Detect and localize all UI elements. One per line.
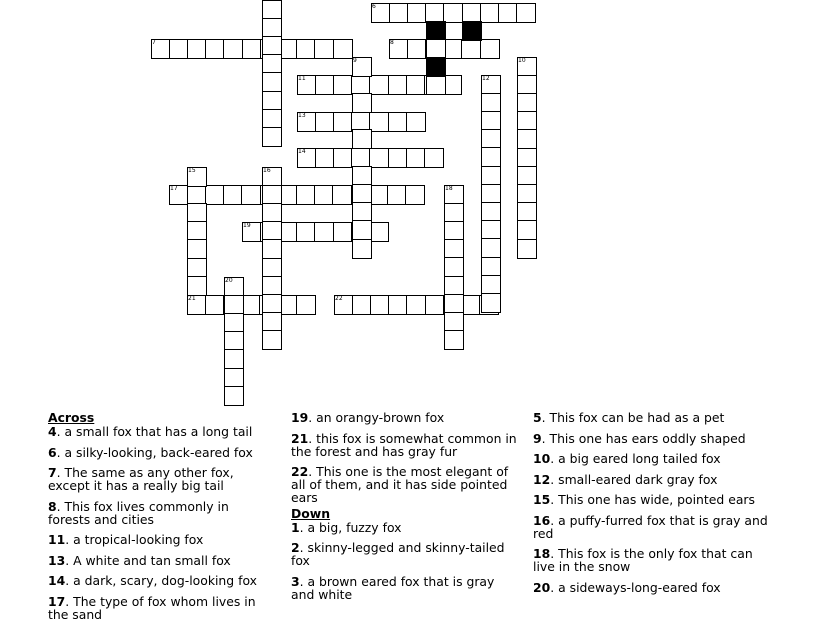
clue-number-label: 1	[291, 519, 300, 535]
grid-square[interactable]	[388, 112, 408, 132]
clues-column-1	[48, 411, 273, 628]
grid-square[interactable]	[517, 75, 537, 95]
grid-square[interactable]	[315, 112, 335, 132]
grid-square[interactable]	[498, 3, 518, 23]
grid-square[interactable]	[406, 295, 426, 315]
clue-number-label: 2	[291, 540, 300, 555]
grid-square[interactable]	[187, 276, 207, 296]
clue-item	[48, 500, 273, 526]
clue-number: 6	[372, 3, 376, 10]
grid-square[interactable]	[461, 295, 481, 315]
grid-square[interactable]	[407, 3, 427, 23]
clue-text: . a silky-looking, back-eared fox	[56, 444, 253, 460]
grid-square[interactable]	[187, 39, 207, 59]
grid-square[interactable]	[481, 293, 501, 313]
clue-number-label: 14	[48, 573, 66, 588]
grid-square[interactable]	[369, 222, 389, 242]
grid-square[interactable]	[224, 331, 244, 351]
grid-square[interactable]	[517, 202, 537, 222]
grid-square[interactable]	[296, 222, 316, 242]
grid-square[interactable]	[517, 184, 537, 204]
clue-item	[533, 493, 768, 506]
grid-square[interactable]	[224, 386, 244, 406]
clue-item	[48, 425, 273, 438]
clue-text: . This one has wide, pointed ears	[550, 492, 755, 507]
clue-item	[291, 541, 521, 567]
grid-square[interactable]	[406, 112, 426, 132]
grid-square[interactable]	[517, 111, 537, 131]
grid-square[interactable]	[314, 222, 334, 242]
clues-column-2	[291, 411, 521, 608]
grid-square[interactable]	[517, 239, 537, 259]
clue-number: 16	[263, 167, 271, 174]
clue-text: . This fox can be had as a pet	[541, 410, 725, 425]
clue-item	[48, 554, 273, 567]
grid-square[interactable]	[481, 202, 501, 222]
clue-number-label: 13	[48, 552, 66, 568]
grid-square[interactable]	[205, 295, 225, 315]
grid-square[interactable]	[517, 166, 537, 186]
grid-square[interactable]	[224, 349, 244, 369]
grid-square[interactable]	[187, 221, 207, 241]
grid-square[interactable]	[262, 72, 282, 92]
grid-square[interactable]	[425, 3, 445, 23]
grid-square[interactable]	[352, 220, 372, 240]
grid-square[interactable]	[187, 258, 207, 278]
grid-square[interactable]	[481, 238, 501, 258]
clue-item	[533, 411, 768, 424]
grid-square[interactable]	[262, 239, 282, 259]
grid-square[interactable]	[333, 39, 353, 59]
clue-item	[48, 446, 273, 459]
grid-square[interactable]	[481, 275, 501, 295]
grid-square[interactable]	[262, 185, 282, 205]
grid-square[interactable]	[262, 54, 282, 74]
clue-item	[291, 432, 521, 458]
clue-text: . this fox is somewhat common in the forest and has gray fur	[291, 430, 517, 459]
grid-square[interactable]	[424, 148, 444, 168]
grid-square[interactable]	[169, 39, 189, 59]
grid-square[interactable]	[352, 202, 372, 222]
grid-square[interactable]	[262, 36, 282, 56]
clue-text: . This one is the most elegant of all of them, and it has side pointed ears	[291, 464, 509, 505]
grid-square[interactable]	[481, 257, 501, 277]
down-heading: Down	[291, 505, 331, 521]
grid-square[interactable]	[462, 3, 482, 23]
grid-square[interactable]	[187, 239, 207, 259]
grid-square[interactable]	[352, 239, 372, 259]
grid-square[interactable]	[262, 91, 282, 111]
clue-number-label: 19	[291, 410, 309, 425]
clue-number: 9	[353, 57, 357, 64]
clue-number-label: 4	[48, 424, 57, 439]
clue-number-label: 5	[533, 410, 542, 425]
clue-item	[533, 452, 768, 465]
clue-number-label: 3	[291, 573, 300, 589]
grid-square[interactable]	[444, 330, 464, 350]
clue-text: . a big, fuzzy fox	[299, 519, 402, 535]
grid-square[interactable]	[444, 276, 464, 296]
grid-square[interactable]	[262, 0, 282, 20]
grid-square[interactable]	[315, 75, 335, 95]
grid-square[interactable]	[387, 185, 407, 205]
grid-square[interactable]	[262, 330, 282, 350]
clue-number: 13	[298, 112, 306, 119]
clue-number: 22	[335, 295, 343, 302]
grid-square[interactable]	[314, 185, 334, 205]
grid-square[interactable]	[352, 184, 372, 204]
clue-text: . skinny-legged and skinny-tailed fox	[291, 540, 505, 568]
grid-square[interactable]	[480, 3, 500, 23]
grid-square[interactable]	[262, 127, 282, 147]
clue-text: . This fox is the only fox that can live in the snow	[533, 546, 753, 574]
grid-square[interactable]	[480, 39, 500, 59]
clue-number-label: 9	[533, 430, 542, 446]
grid-square[interactable]	[517, 93, 537, 113]
grid-square[interactable]	[388, 148, 408, 168]
clue-number-label: 6	[48, 444, 57, 460]
grid-square[interactable]	[187, 185, 207, 205]
clue-number-label: 15	[533, 492, 551, 507]
across-heading: Across	[48, 410, 95, 425]
clue-number: 21	[188, 295, 196, 302]
grid-square[interactable]	[352, 129, 372, 149]
grid-square[interactable]	[187, 203, 207, 223]
grid-square[interactable]	[407, 39, 427, 59]
blocked-square	[462, 21, 482, 41]
clue-text: . The type of fox whom lives in the sand	[48, 593, 256, 622]
grid-square[interactable]	[352, 166, 372, 186]
grid-square[interactable]	[315, 148, 335, 168]
clue-text: . a small fox that has a long tail	[56, 424, 253, 439]
clue-text: . an orangy-brown fox	[308, 410, 445, 425]
grid-square[interactable]	[241, 185, 261, 205]
grid-square[interactable]	[481, 184, 501, 204]
clue-text: . This one has ears oddly shaped	[541, 430, 746, 446]
grid-square[interactable]	[333, 112, 353, 132]
grid-square[interactable]	[314, 39, 334, 59]
clue-number: 18	[445, 185, 453, 192]
grid-square[interactable]	[351, 75, 371, 95]
grid-square[interactable]	[333, 148, 353, 168]
clue-number: 10	[518, 57, 526, 64]
clue-number: 15	[188, 167, 196, 174]
clue-item	[533, 581, 768, 594]
grid-square[interactable]	[444, 312, 464, 332]
blocked-square	[426, 57, 446, 77]
clue-text: . a tropical-looking fox	[65, 532, 204, 547]
grid-square[interactable]	[517, 220, 537, 240]
clue-number-label: 16	[533, 512, 551, 528]
clue-number-label: 20	[533, 579, 551, 595]
grid-square[interactable]	[444, 221, 464, 241]
grid-square[interactable]	[481, 129, 501, 149]
clue-number-label: 10	[533, 451, 551, 466]
grid-square[interactable]	[205, 39, 225, 59]
clue-number: 7	[152, 39, 156, 46]
clue-item	[533, 514, 768, 540]
grid-square[interactable]	[262, 221, 282, 241]
grid-square[interactable]	[352, 295, 372, 315]
grid-square[interactable]	[388, 295, 408, 315]
clue-number: 19	[243, 222, 251, 229]
clue-number: 20	[225, 277, 233, 284]
clue-item	[48, 574, 273, 587]
clue-text: . a big eared long tailed fox	[550, 451, 721, 466]
grid-square[interactable]	[444, 239, 464, 259]
grid-square[interactable]	[406, 75, 426, 95]
clue-text: . A white and tan small fox	[65, 552, 231, 568]
clue-item	[48, 466, 273, 492]
clue-number-label: 11	[48, 532, 66, 547]
grid-square[interactable]	[262, 258, 282, 278]
grid-square[interactable]	[426, 75, 446, 95]
clue-item	[291, 411, 521, 424]
grid-square[interactable]	[369, 148, 389, 168]
grid-square[interactable]	[242, 39, 262, 59]
grid-square[interactable]	[481, 220, 501, 240]
clue-number: 8	[390, 39, 394, 46]
grid-square[interactable]	[333, 75, 353, 95]
grid-square[interactable]	[296, 39, 316, 59]
grid-square[interactable]	[481, 93, 501, 113]
clue-text: . The same as any other fox, except it has a really big tail	[48, 465, 234, 493]
clue-item	[48, 595, 273, 621]
grid-square[interactable]	[296, 185, 316, 205]
grid-square[interactable]	[223, 39, 243, 59]
grid-square[interactable]	[444, 294, 464, 314]
grid-square[interactable]	[481, 111, 501, 131]
grid-square[interactable]	[481, 147, 501, 167]
grid-square[interactable]	[262, 18, 282, 38]
grid-square[interactable]	[370, 295, 390, 315]
grid-square[interactable]	[444, 203, 464, 223]
clue-number-label: 12	[533, 471, 551, 487]
clue-number-label: 17	[48, 593, 66, 609]
grid-square[interactable]	[389, 3, 409, 23]
clue-number: 12	[482, 75, 490, 82]
clue-item	[533, 547, 768, 573]
grid-square[interactable]	[262, 276, 282, 296]
grid-square[interactable]	[461, 39, 481, 59]
clue-text: . a puffy-furred fox that is gray and red	[533, 512, 768, 541]
grid-square[interactable]	[205, 185, 225, 205]
grid-square[interactable]	[224, 295, 244, 315]
grid-square[interactable]	[224, 368, 244, 388]
clue-number: 11	[298, 75, 306, 82]
clue-text: . a sideways-long-eared fox	[550, 579, 721, 595]
grid-square[interactable]	[296, 295, 316, 315]
grid-square[interactable]	[517, 129, 537, 149]
grid-square[interactable]	[425, 295, 445, 315]
clue-item	[48, 533, 273, 546]
grid-square[interactable]	[351, 148, 371, 168]
grid-square[interactable]	[369, 112, 389, 132]
clues-column-3	[533, 411, 768, 601]
grid-square[interactable]	[369, 75, 389, 95]
clue-number-label: 7	[48, 465, 57, 480]
clue-text: . This fox lives commonly in forests and cities	[48, 498, 229, 527]
grid-square[interactable]	[262, 203, 282, 223]
grid-square[interactable]	[443, 3, 463, 23]
clue-number-label: 21	[291, 430, 309, 446]
grid-square[interactable]	[223, 185, 243, 205]
clue-text: . a brown eared fox that is gray and white	[291, 573, 495, 602]
grid-square[interactable]	[262, 312, 282, 332]
clue-number-label: 22	[291, 464, 309, 479]
grid-square[interactable]	[332, 185, 352, 205]
grid-square[interactable]	[517, 148, 537, 168]
clue-number-label: 8	[48, 498, 57, 514]
clue-item	[533, 432, 768, 445]
grid-square[interactable]	[352, 93, 372, 113]
blocked-square	[426, 21, 446, 41]
clue-item	[291, 521, 521, 534]
clue-number-label: 18	[533, 546, 551, 561]
grid-square[interactable]	[262, 294, 282, 314]
grid-square[interactable]	[388, 75, 408, 95]
clue-number: 17	[170, 185, 178, 192]
grid-square[interactable]	[443, 39, 463, 59]
grid-square[interactable]	[333, 222, 353, 242]
grid-square[interactable]	[481, 166, 501, 186]
grid-square[interactable]	[224, 313, 244, 333]
grid-square[interactable]	[262, 109, 282, 129]
grid-square[interactable]	[369, 185, 389, 205]
clue-text: . small-eared dark gray fox	[550, 471, 718, 487]
grid-square[interactable]	[241, 295, 261, 315]
clue-number: 14	[298, 148, 306, 155]
clue-item	[291, 575, 521, 601]
grid-square[interactable]	[405, 185, 425, 205]
clue-item	[533, 473, 768, 486]
grid-square[interactable]	[406, 148, 426, 168]
grid-square[interactable]	[516, 3, 536, 23]
clue-item	[291, 465, 521, 504]
grid-square[interactable]	[444, 257, 464, 277]
clue-text: . a dark, scary, dog-looking fox	[65, 573, 257, 588]
